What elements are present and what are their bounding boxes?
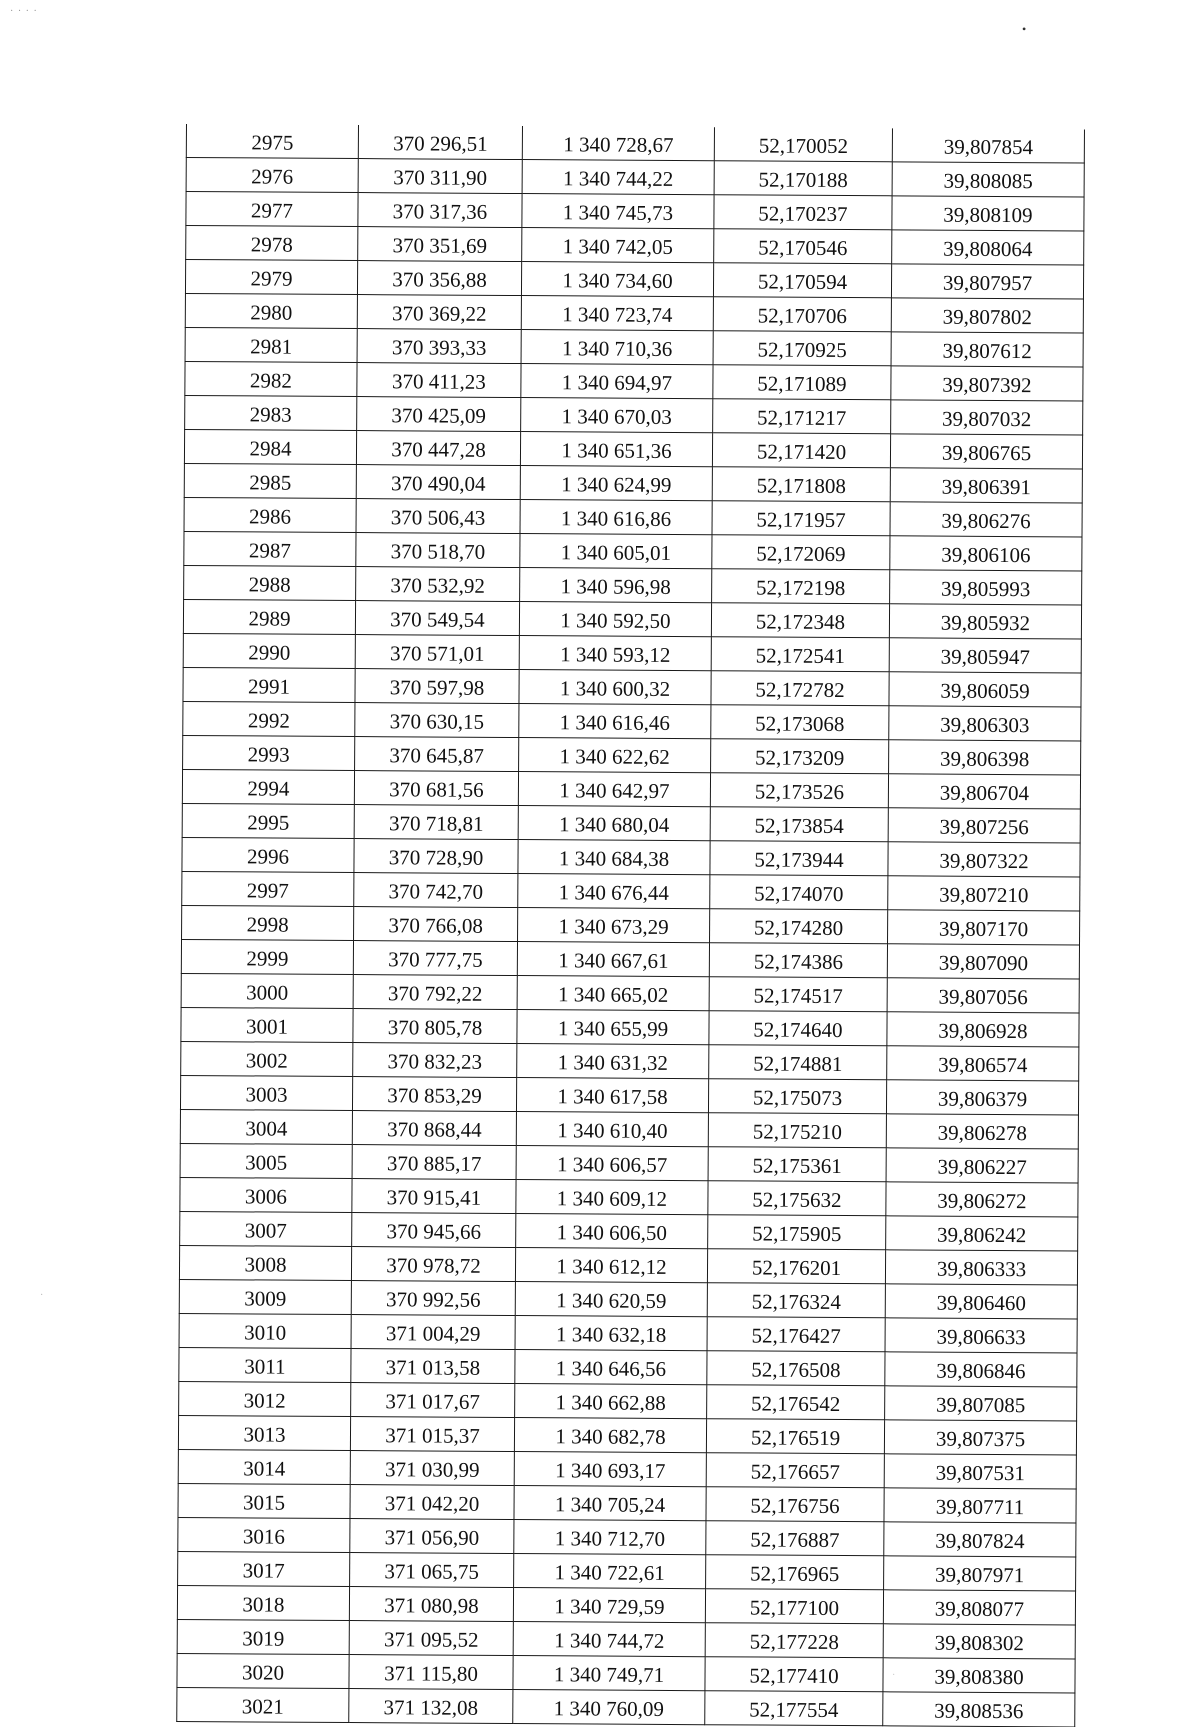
point-number-cell: 2998 [182,905,354,940]
x-coordinate-cell: 370 728,90 [354,839,518,874]
table-row [180,1109,1078,1148]
y-coordinate-cell: 1 340 606,57 [516,1146,708,1181]
table-row [177,1687,1075,1726]
latitude-cell: 52,170594 [713,263,891,298]
y-coordinate-cell: 1 340 600,32 [519,670,711,705]
x-coordinate-cell: 370 805,78 [353,1009,517,1044]
longitude-cell: 39,806398 [889,740,1081,775]
point-number-cell: 3000 [181,973,353,1008]
latitude-cell: 52,172069 [712,535,890,570]
longitude-cell: 39,806278 [886,1114,1078,1149]
x-coordinate-cell: 370 506,43 [356,499,520,534]
longitude-cell: 39,807032 [891,400,1083,435]
y-coordinate-cell: 1 340 593,12 [519,636,711,671]
y-coordinate-cell: 1 340 665,02 [517,976,709,1011]
point-number-cell: 3015 [178,1483,350,1518]
table-row [183,633,1081,672]
y-coordinate-cell: 1 340 744,72 [513,1622,705,1657]
longitude-cell: 39,806765 [890,434,1082,469]
point-number-cell: 3002 [181,1041,353,1076]
x-coordinate-cell: 370 393,33 [357,329,521,364]
longitude-cell: 39,807531 [884,1454,1076,1489]
x-coordinate-cell: 370 978,72 [351,1247,515,1282]
x-coordinate-cell: 371 042,20 [350,1485,514,1520]
scan-artifact-top-left: · · · · [10,6,38,17]
point-number-cell: 2984 [184,429,356,464]
table-row [180,1075,1078,1114]
point-number-cell: 3004 [180,1109,352,1144]
longitude-cell: 39,806106 [890,536,1082,571]
y-coordinate-cell: 1 340 606,50 [516,1214,708,1249]
latitude-cell: 52,176657 [706,1453,884,1488]
longitude-cell: 39,808536 [883,1692,1075,1727]
y-coordinate-cell: 1 340 632,18 [515,1316,707,1351]
longitude-cell: 39,807392 [891,366,1083,401]
y-coordinate-cell: 1 340 693,17 [514,1452,706,1487]
scan-artifact-left: · [40,1290,44,1301]
x-coordinate-cell: 370 853,29 [352,1077,516,1112]
y-coordinate-cell: 1 340 673,29 [518,908,710,943]
x-coordinate-cell: 371 015,37 [350,1417,514,1452]
y-coordinate-cell: 1 340 617,58 [516,1078,708,1113]
x-coordinate-cell: 371 115,80 [349,1655,513,1690]
table-row [182,871,1080,910]
y-coordinate-cell: 1 340 749,71 [513,1656,705,1691]
x-coordinate-cell: 370 311,90 [358,159,522,194]
latitude-cell: 52,174640 [709,1011,887,1046]
table-row [183,599,1081,638]
longitude-cell: 39,805993 [890,570,1082,605]
table-row [184,565,1082,604]
point-number-cell: 2975 [186,124,358,159]
longitude-cell: 39,806303 [889,706,1081,741]
y-coordinate-cell: 1 340 642,97 [518,772,710,807]
table-row [186,192,1084,231]
x-coordinate-cell: 370 317,36 [358,193,522,228]
longitude-cell: 39,808077 [883,1590,1075,1625]
latitude-cell: 52,170188 [714,161,892,196]
table-row [185,395,1083,434]
latitude-cell: 52,177554 [705,1691,883,1726]
point-number-cell: 2976 [186,158,358,193]
point-number-cell: 3014 [178,1449,350,1484]
longitude-cell: 39,807056 [887,978,1079,1013]
x-coordinate-cell: 370 571,01 [355,635,519,670]
y-coordinate-cell: 1 340 610,40 [516,1112,708,1147]
x-coordinate-cell: 370 549,54 [355,601,519,636]
longitude-cell: 39,807612 [891,332,1083,367]
x-coordinate-cell: 370 832,23 [353,1043,517,1078]
latitude-cell: 52,173526 [710,773,888,808]
y-coordinate-cell: 1 340 705,24 [514,1486,706,1521]
point-number-cell: 3010 [179,1313,351,1348]
y-coordinate-cell: 1 340 729,59 [513,1588,705,1623]
y-coordinate-cell: 1 340 620,59 [515,1282,707,1317]
y-coordinate-cell: 1 340 676,44 [518,874,710,909]
point-number-cell: 2987 [184,531,356,566]
y-coordinate-cell: 1 340 646,56 [515,1350,707,1385]
y-coordinate-cell: 1 340 624,99 [520,466,712,501]
table-row [181,1007,1079,1046]
latitude-cell: 52,176508 [707,1351,885,1386]
point-number-cell: 2992 [183,701,355,736]
table-row [177,1653,1075,1692]
table-row [179,1381,1077,1420]
latitude-cell: 52,174881 [709,1045,887,1080]
longitude-cell: 39,808064 [892,230,1084,265]
x-coordinate-cell: 371 065,75 [350,1553,514,1588]
table-row [182,803,1080,842]
latitude-cell: 52,177100 [705,1589,883,1624]
latitude-cell: 52,173944 [710,841,888,876]
table-row [185,293,1083,332]
latitude-cell: 52,174386 [709,943,887,978]
table-row [184,497,1082,536]
point-number-cell: 2990 [183,633,355,668]
latitude-cell: 52,170237 [714,195,892,230]
latitude-cell: 52,173209 [711,739,889,774]
x-coordinate-cell: 370 792,22 [353,975,517,1010]
longitude-cell: 39,807824 [884,1522,1076,1557]
scan-artifact-bottom-right: · [892,1670,896,1681]
y-coordinate-cell: 1 340 745,73 [522,194,714,229]
longitude-cell: 39,806704 [888,774,1080,809]
latitude-cell: 52,171957 [712,501,890,536]
longitude-cell: 39,805932 [889,604,1081,639]
x-coordinate-cell: 370 369,22 [357,295,521,330]
table-row [181,973,1079,1012]
scan-artifact-top-right: • [1022,22,1027,36]
longitude-cell: 39,807210 [888,876,1080,911]
point-number-cell: 3012 [179,1381,351,1416]
latitude-cell: 52,177410 [705,1657,883,1692]
y-coordinate-cell: 1 340 742,05 [522,228,714,263]
point-number-cell: 3020 [177,1653,349,1688]
table-row [180,1143,1078,1182]
latitude-cell: 52,170052 [714,127,892,162]
point-number-cell: 3013 [178,1415,350,1450]
latitude-cell: 52,177228 [705,1623,883,1658]
latitude-cell: 52,171420 [712,433,890,468]
longitude-cell: 39,807085 [885,1386,1077,1421]
latitude-cell: 52,172782 [711,671,889,706]
y-coordinate-cell: 1 340 592,50 [519,602,711,637]
point-number-cell: 3001 [181,1007,353,1042]
latitude-cell: 52,175361 [708,1147,886,1182]
longitude-cell: 39,807711 [884,1488,1076,1523]
point-number-cell: 2993 [183,735,355,770]
x-coordinate-cell: 370 766,08 [354,907,518,942]
point-number-cell: 2994 [182,769,354,804]
table-row [184,429,1082,468]
latitude-cell: 52,175905 [708,1215,886,1250]
longitude-cell: 39,807854 [892,128,1084,163]
table-row [184,463,1082,502]
point-number-cell: 2989 [183,599,355,634]
longitude-cell: 39,807322 [888,842,1080,877]
point-number-cell: 2978 [186,226,358,261]
point-number-cell: 2997 [182,871,354,906]
table-row [179,1347,1077,1386]
longitude-cell: 39,807256 [888,808,1080,843]
y-coordinate-cell: 1 340 612,12 [515,1248,707,1283]
table-row [180,1177,1078,1216]
table-row [185,361,1083,400]
y-coordinate-cell: 1 340 694,97 [521,364,713,399]
table-row [182,769,1080,808]
point-number-cell: 2980 [185,293,357,328]
latitude-cell: 52,172348 [711,603,889,638]
x-coordinate-cell: 371 056,90 [350,1519,514,1554]
table-row [180,1211,1078,1250]
point-number-cell: 2983 [185,395,357,430]
y-coordinate-cell: 1 340 710,36 [521,330,713,365]
y-coordinate-cell: 1 340 609,12 [516,1180,708,1215]
table-row [183,735,1081,774]
latitude-cell: 52,176965 [706,1555,884,1590]
longitude-cell: 39,806391 [890,468,1082,503]
longitude-cell: 39,808302 [883,1624,1075,1659]
longitude-cell: 39,806928 [887,1012,1079,1047]
x-coordinate-cell: 370 742,70 [354,873,518,908]
longitude-cell: 39,806059 [889,672,1081,707]
longitude-cell: 39,808109 [892,196,1084,231]
latitude-cell: 52,176427 [707,1317,885,1352]
x-coordinate-cell: 370 915,41 [352,1179,516,1214]
table-row [181,939,1079,978]
latitude-cell: 52,176542 [707,1385,885,1420]
longitude-cell: 39,807971 [884,1556,1076,1591]
x-coordinate-cell: 370 777,75 [353,941,517,976]
point-number-cell: 3006 [180,1177,352,1212]
x-coordinate-cell: 370 518,70 [356,533,520,568]
y-coordinate-cell: 1 340 712,70 [514,1520,706,1555]
latitude-cell: 52,176756 [706,1487,884,1522]
table-row [181,1041,1079,1080]
longitude-cell: 39,806276 [890,502,1082,537]
point-number-cell: 3005 [180,1143,352,1178]
point-number-cell: 2982 [185,361,357,396]
table-row [178,1517,1076,1556]
y-coordinate-cell: 1 340 616,46 [519,704,711,739]
longitude-cell: 39,805947 [889,638,1081,673]
longitude-cell: 39,806379 [886,1080,1078,1115]
y-coordinate-cell: 1 340 734,60 [521,262,713,297]
table-row [182,905,1080,944]
x-coordinate-cell: 370 630,15 [355,703,519,738]
x-coordinate-cell: 370 351,69 [358,227,522,262]
latitude-cell: 52,170925 [713,331,891,366]
y-coordinate-cell: 1 340 651,36 [520,432,712,467]
table-row [179,1245,1077,1284]
x-coordinate-cell: 370 992,56 [351,1281,515,1316]
point-number-cell: 2991 [183,667,355,702]
point-number-cell: 3008 [179,1245,351,1280]
longitude-cell: 39,808085 [892,162,1084,197]
point-number-cell: 3016 [178,1517,350,1552]
point-number-cell: 2995 [182,803,354,838]
latitude-cell: 52,174070 [710,875,888,910]
latitude-cell: 52,172541 [711,637,889,672]
x-coordinate-cell: 370 447,28 [356,431,520,466]
y-coordinate-cell: 1 340 596,98 [520,568,712,603]
y-coordinate-cell: 1 340 622,62 [519,738,711,773]
longitude-cell: 39,807957 [891,264,1083,299]
x-coordinate-cell: 370 645,87 [355,737,519,772]
table-row [178,1415,1076,1454]
x-coordinate-cell: 370 411,23 [357,363,521,398]
latitude-cell: 52,175632 [708,1181,886,1216]
scanned-page [176,124,1084,1727]
x-coordinate-cell: 371 030,99 [350,1451,514,1486]
latitude-cell: 52,173068 [711,705,889,740]
longitude-cell: 39,806574 [887,1046,1079,1081]
latitude-cell: 52,174280 [710,909,888,944]
table-row [185,260,1083,299]
x-coordinate-cell: 371 017,67 [351,1383,515,1418]
longitude-cell: 39,806460 [885,1284,1077,1319]
latitude-cell: 52,171808 [712,467,890,502]
y-coordinate-cell: 1 340 684,38 [518,840,710,875]
y-coordinate-cell: 1 340 662,88 [515,1384,707,1419]
latitude-cell: 52,170706 [713,297,891,332]
longitude-cell: 39,806846 [885,1352,1077,1387]
latitude-cell: 52,171217 [713,399,891,434]
x-coordinate-cell: 370 597,98 [355,669,519,704]
y-coordinate-cell: 1 340 722,61 [514,1554,706,1589]
point-number-cell: 2988 [184,565,356,600]
point-number-cell: 3021 [177,1687,349,1722]
y-coordinate-cell: 1 340 631,32 [517,1044,709,1079]
point-number-cell: 2981 [185,327,357,362]
point-number-cell: 3017 [178,1551,350,1586]
point-number-cell: 2986 [184,497,356,532]
table-row [179,1313,1077,1352]
x-coordinate-cell: 371 080,98 [349,1587,513,1622]
table-row [185,327,1083,366]
longitude-cell: 39,806227 [886,1148,1078,1183]
table-row [178,1551,1076,1590]
latitude-cell: 52,171089 [713,365,891,400]
x-coordinate-cell: 370 681,56 [354,771,518,806]
x-coordinate-cell: 370 718,81 [354,805,518,840]
y-coordinate-cell: 1 340 667,61 [517,942,709,977]
x-coordinate-cell: 370 296,51 [358,125,522,160]
table-row [186,124,1084,163]
point-number-cell: 2977 [186,192,358,227]
y-coordinate-cell: 1 340 680,04 [518,806,710,841]
longitude-cell: 39,806242 [886,1216,1078,1251]
longitude-cell: 39,807090 [887,944,1079,979]
table-row [177,1619,1075,1658]
x-coordinate-cell: 370 868,44 [352,1111,516,1146]
x-coordinate-cell: 370 532,92 [356,567,520,602]
longitude-cell: 39,807170 [888,910,1080,945]
y-coordinate-cell: 1 340 682,78 [514,1418,706,1453]
x-coordinate-cell: 371 132,08 [349,1689,513,1724]
table-row [183,701,1081,740]
x-coordinate-cell: 371 013,58 [351,1349,515,1384]
latitude-cell: 52,176201 [707,1249,885,1284]
latitude-cell: 52,175073 [708,1079,886,1114]
table-row [182,837,1080,876]
y-coordinate-cell: 1 340 760,09 [513,1690,705,1725]
point-number-cell: 2996 [182,837,354,872]
table-row [178,1483,1076,1522]
longitude-cell: 39,806272 [886,1182,1078,1217]
longitude-cell: 39,807802 [891,298,1083,333]
point-number-cell: 2999 [181,939,353,974]
x-coordinate-cell: 370 885,17 [352,1145,516,1180]
point-number-cell: 3019 [177,1619,349,1654]
x-coordinate-cell: 370 945,66 [352,1213,516,1248]
point-number-cell: 3007 [180,1211,352,1246]
latitude-cell: 52,170546 [714,229,892,264]
point-number-cell: 3009 [179,1279,351,1314]
table-row [183,667,1081,706]
latitude-cell: 52,176519 [706,1419,884,1454]
latitude-cell: 52,172198 [712,569,890,604]
table-row [179,1279,1077,1318]
x-coordinate-cell: 370 356,88 [357,261,521,296]
coordinates-table [176,124,1085,1727]
latitude-cell: 52,176324 [707,1283,885,1318]
longitude-cell: 39,806633 [885,1318,1077,1353]
table-row [184,531,1082,570]
point-number-cell: 2985 [184,463,356,498]
latitude-cell: 52,173854 [710,807,888,842]
y-coordinate-cell: 1 340 723,74 [521,296,713,331]
table-row [178,1449,1076,1488]
table-row [177,1585,1075,1624]
point-number-cell: 3018 [177,1585,349,1620]
longitude-cell: 39,808380 [883,1658,1075,1693]
y-coordinate-cell: 1 340 655,99 [517,1010,709,1045]
point-number-cell: 2979 [185,260,357,295]
table-row [186,226,1084,265]
coordinates-table-body [177,124,1085,1727]
longitude-cell: 39,806333 [885,1250,1077,1285]
y-coordinate-cell: 1 340 616,86 [520,500,712,535]
x-coordinate-cell: 371 004,29 [351,1315,515,1350]
x-coordinate-cell: 371 095,52 [349,1621,513,1656]
y-coordinate-cell: 1 340 744,22 [522,160,714,195]
table-row [186,158,1084,197]
x-coordinate-cell: 370 425,09 [357,397,521,432]
y-coordinate-cell: 1 340 670,03 [521,398,713,433]
longitude-cell: 39,807375 [884,1420,1076,1455]
latitude-cell: 52,175210 [708,1113,886,1148]
y-coordinate-cell: 1 340 605,01 [520,534,712,569]
y-coordinate-cell: 1 340 728,67 [522,126,714,161]
point-number-cell: 3003 [180,1075,352,1110]
latitude-cell: 52,176887 [706,1521,884,1556]
latitude-cell: 52,174517 [709,977,887,1012]
point-number-cell: 3011 [179,1347,351,1382]
x-coordinate-cell: 370 490,04 [356,465,520,500]
